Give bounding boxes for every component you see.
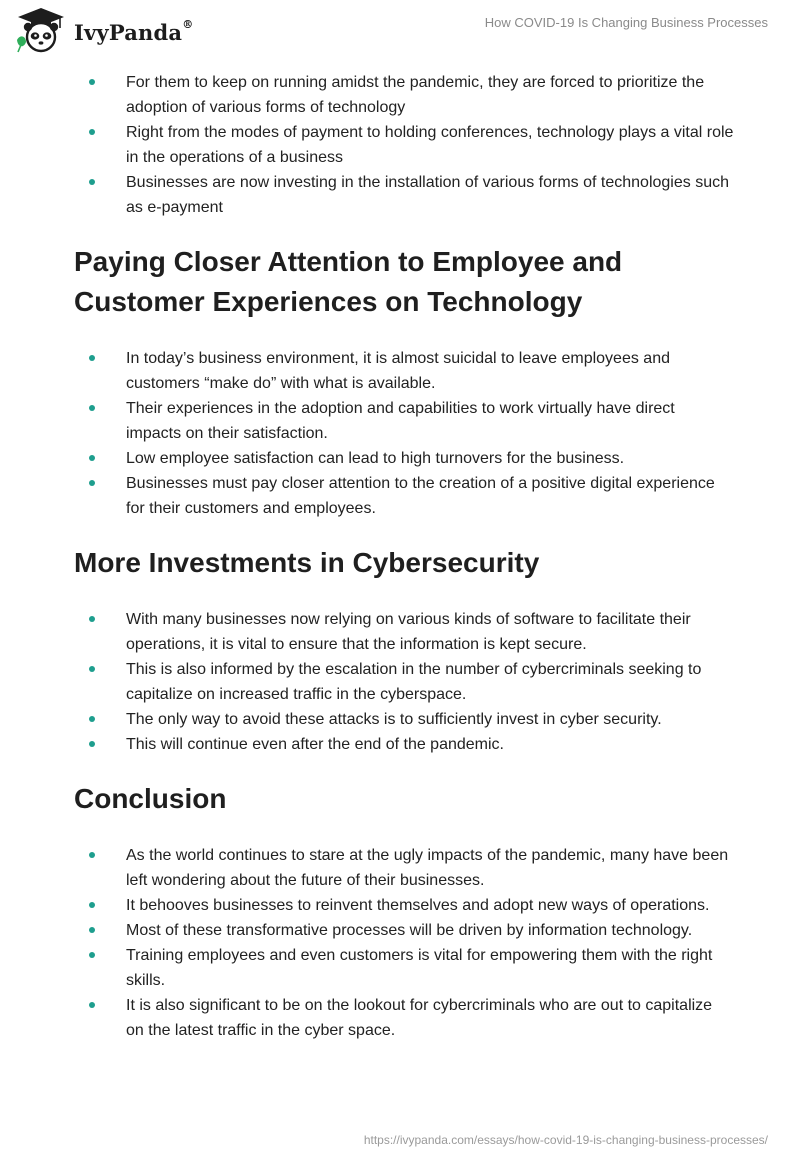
list-item: Training employees and even customers is vital for empowering them with the right skills. xyxy=(74,943,734,993)
bullet-dot-icon xyxy=(89,616,95,622)
list-item: Their experiences in the adoption and capabilities to work virtually have direct impacts on their satisfaction. xyxy=(74,396,734,446)
list-item: Right from the modes of payment to holding conferences, technology plays a vital role in the operations of a business xyxy=(74,120,734,170)
list-item: Businesses must pay closer attention to the creation of a positive digital experience for their customers and employees. xyxy=(74,471,734,521)
bullet-dot-icon xyxy=(89,927,95,933)
footer-url-link[interactable]: https://ivypanda.com/essays/how-covid-19-is-changing-business-processes/ xyxy=(363,1133,768,1147)
bullet-dot-icon xyxy=(89,455,95,461)
page-header xyxy=(0,0,800,60)
section-bullet-list xyxy=(74,346,734,521)
bullet-dot-icon xyxy=(89,405,95,411)
bullet-dot-icon xyxy=(89,129,95,135)
bullet-dot-icon xyxy=(89,179,95,185)
bullet-dot-icon xyxy=(89,355,95,361)
list-item: For them to keep on running amidst the pandemic, they are forced to prioritize the adoption of various forms of technology xyxy=(74,70,734,120)
list-item: As the world continues to stare at the ugly impacts of the pandemic, many have been left wondering about the future of their businesses. xyxy=(74,843,734,893)
list-item: This will continue even after the end of the pandemic. xyxy=(74,732,734,757)
bullet-dot-icon xyxy=(89,952,95,958)
list-item: It behooves businesses to reinvent themselves and adopt new ways of operations. xyxy=(74,893,734,918)
list-item: This is also informed by the escalation in the number of cybercriminals seeking to capitalize on increased traffic in the cyberspace. xyxy=(74,657,734,707)
bullet-dot-icon xyxy=(89,1002,95,1008)
section-heading: More Investments in Cybersecurity xyxy=(74,547,540,578)
bullet-dot-icon xyxy=(89,852,95,858)
brand-name: IvyPanda® xyxy=(74,17,194,45)
list-item: Businesses are now investing in the installation of various forms of technologies such as e-payment xyxy=(74,170,734,220)
brand-logo[interactable] xyxy=(14,6,193,56)
section-bullet-list xyxy=(74,607,734,757)
bullet-dot-icon xyxy=(89,741,95,747)
section-bullet-list xyxy=(74,843,734,1043)
section-heading: Paying Closer Attention to Employee and Customer Experiences on Technology xyxy=(74,246,623,317)
bullet-dot-icon xyxy=(89,480,95,486)
list-item: Low employee satisfaction can lead to high turnovers for the business. xyxy=(74,446,734,471)
list-item: It is also significant to be on the lookout for cybercriminals who are out to capitalize on the latest traffic in the cyber space. xyxy=(74,993,734,1043)
list-item: The only way to avoid these attacks is to sufficiently invest in cyber security. xyxy=(74,707,734,732)
bullet-dot-icon xyxy=(89,902,95,908)
document-title: How COVID-19 Is Changing Business Processes xyxy=(484,15,768,30)
bullet-dot-icon xyxy=(89,666,95,672)
intro-bullet-list xyxy=(74,70,734,220)
bullet-dot-icon xyxy=(89,716,95,722)
bullet-dot-icon xyxy=(89,79,95,85)
section-heading: Conclusion xyxy=(74,783,227,814)
list-item: In today’s business environment, it is almost suicidal to leave employees and customers “make do” with what is available. xyxy=(74,346,734,396)
list-item: Most of these transformative processes will be driven by information technology. xyxy=(74,918,734,943)
panda-graduation-cap-icon xyxy=(14,6,68,56)
list-item: With many businesses now relying on various kinds of software to facilitate their operations, it is vital to ensure that the information is kept secure. xyxy=(74,607,734,657)
main-content xyxy=(74,70,734,1043)
